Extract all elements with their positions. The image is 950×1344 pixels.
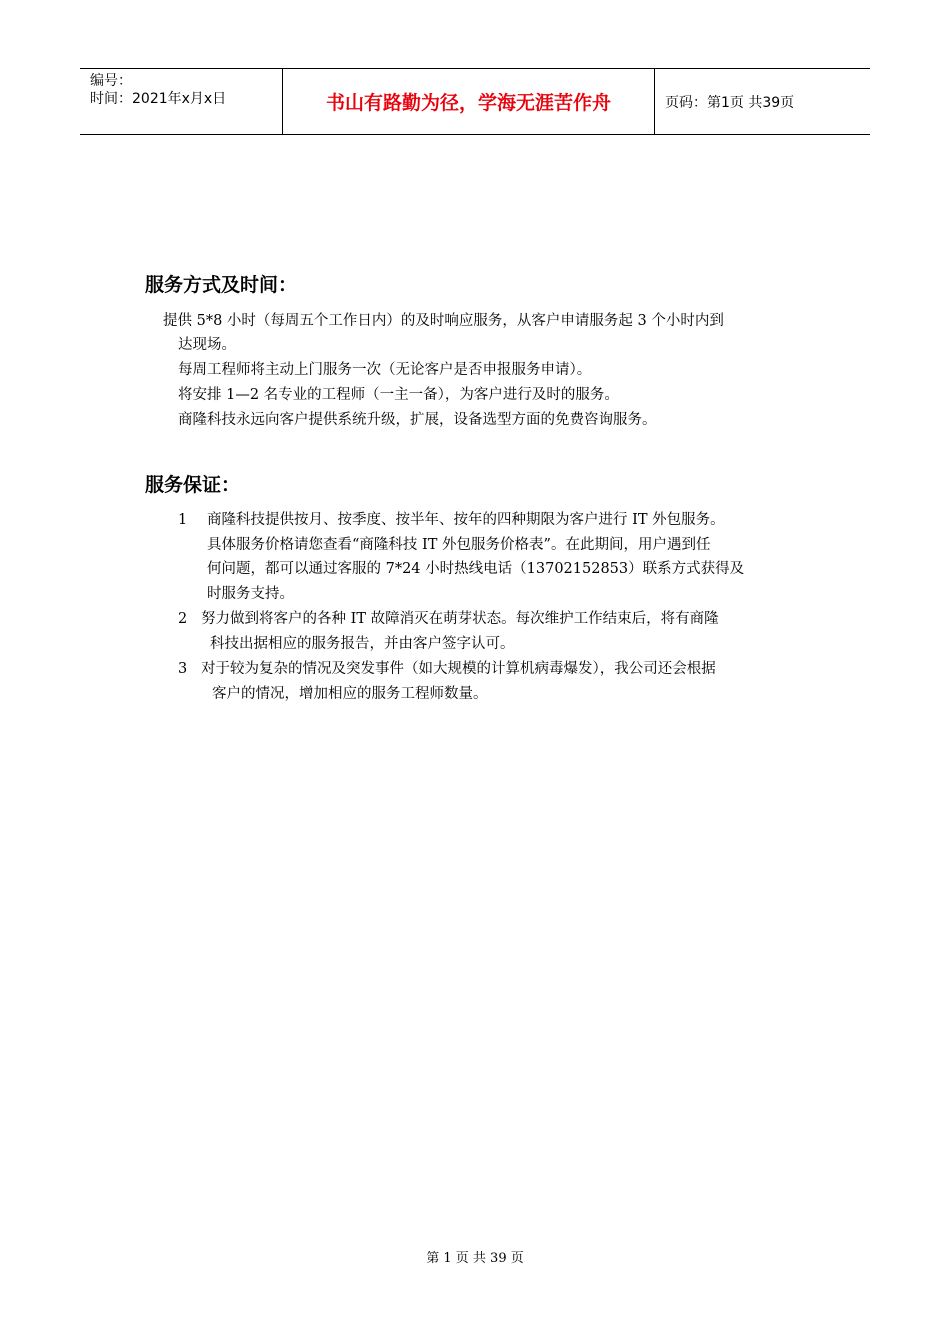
guarantee-item-1-line-3: 何问题，都可以通过客服的 7*24 小时热线电话（13702152853）联系方式获得及 <box>207 561 745 577</box>
service-mode-line-2: 达现场。 <box>178 337 236 353</box>
guarantee-item-1-line-2: 具体服务价格请您查看“商隆科技 IT 外包服务价格表”。在此期间，用户遇到任 <box>207 537 711 553</box>
section-service-guarantee-title: 服务保证： <box>145 474 241 496</box>
header-motto: 书山有路勤为径，学海无涯苦作舟 <box>325 92 611 114</box>
guarantee-item-3-number: 3 <box>178 661 188 677</box>
service-mode-line-1: 提供 5*8 小时（每周五个工作日内）的及时响应服务，从客户申请服务起 3 个小时内到 <box>163 313 724 329</box>
document-number-label: 编号： <box>90 73 132 89</box>
section-service-mode-title: 服务方式及时间： <box>145 274 298 296</box>
header-page-info: 页码：第1页 共39页 <box>665 94 795 111</box>
guarantee-item-2-line-1: 努力做到将客户的各种 IT 故障消灭在萌芽状态。每次维护工作结束后，将有商隆 <box>201 611 719 627</box>
page-footer: 第 1 页 共 39 页 <box>426 1251 524 1266</box>
service-mode-line-4: 将安排 1—2 名专业的工程师（一主一备），为客户进行及时的服务。 <box>178 387 619 403</box>
guarantee-item-3-line-1: 对于较为复杂的情况及突发事件（如大规模的计算机病毒爆发），我公司还会根据 <box>201 661 716 677</box>
guarantee-item-2-number: 2 <box>178 611 188 627</box>
header-motto-cell <box>282 69 655 134</box>
guarantee-item-1-line-1: 商隆科技提供按月、按季度、按半年、按年的四种期限为客户进行 IT 外包服务。 <box>207 512 725 528</box>
guarantee-item-1-number: 1 <box>178 512 188 528</box>
guarantee-item-3-line-2: 客户的情况，增加相应的服务工程师数量。 <box>212 686 488 702</box>
header-table <box>80 68 870 135</box>
guarantee-item-1-line-4: 时服务支持。 <box>207 586 294 602</box>
header-left-cell <box>80 69 282 134</box>
header-page-cell <box>655 69 870 134</box>
service-mode-line-5: 商隆科技永远向客户提供系统升级，扩展，设备选型方面的免费咨询服务。 <box>178 412 657 428</box>
document-date: 时间：2021年x月x日 <box>90 91 227 107</box>
guarantee-item-2-line-2: 科技出据相应的服务报告，并由客户签字认可。 <box>210 636 515 652</box>
service-mode-line-3: 每周工程师将主动上门服务一次（无论客户是否申报服务申请）。 <box>178 362 592 378</box>
